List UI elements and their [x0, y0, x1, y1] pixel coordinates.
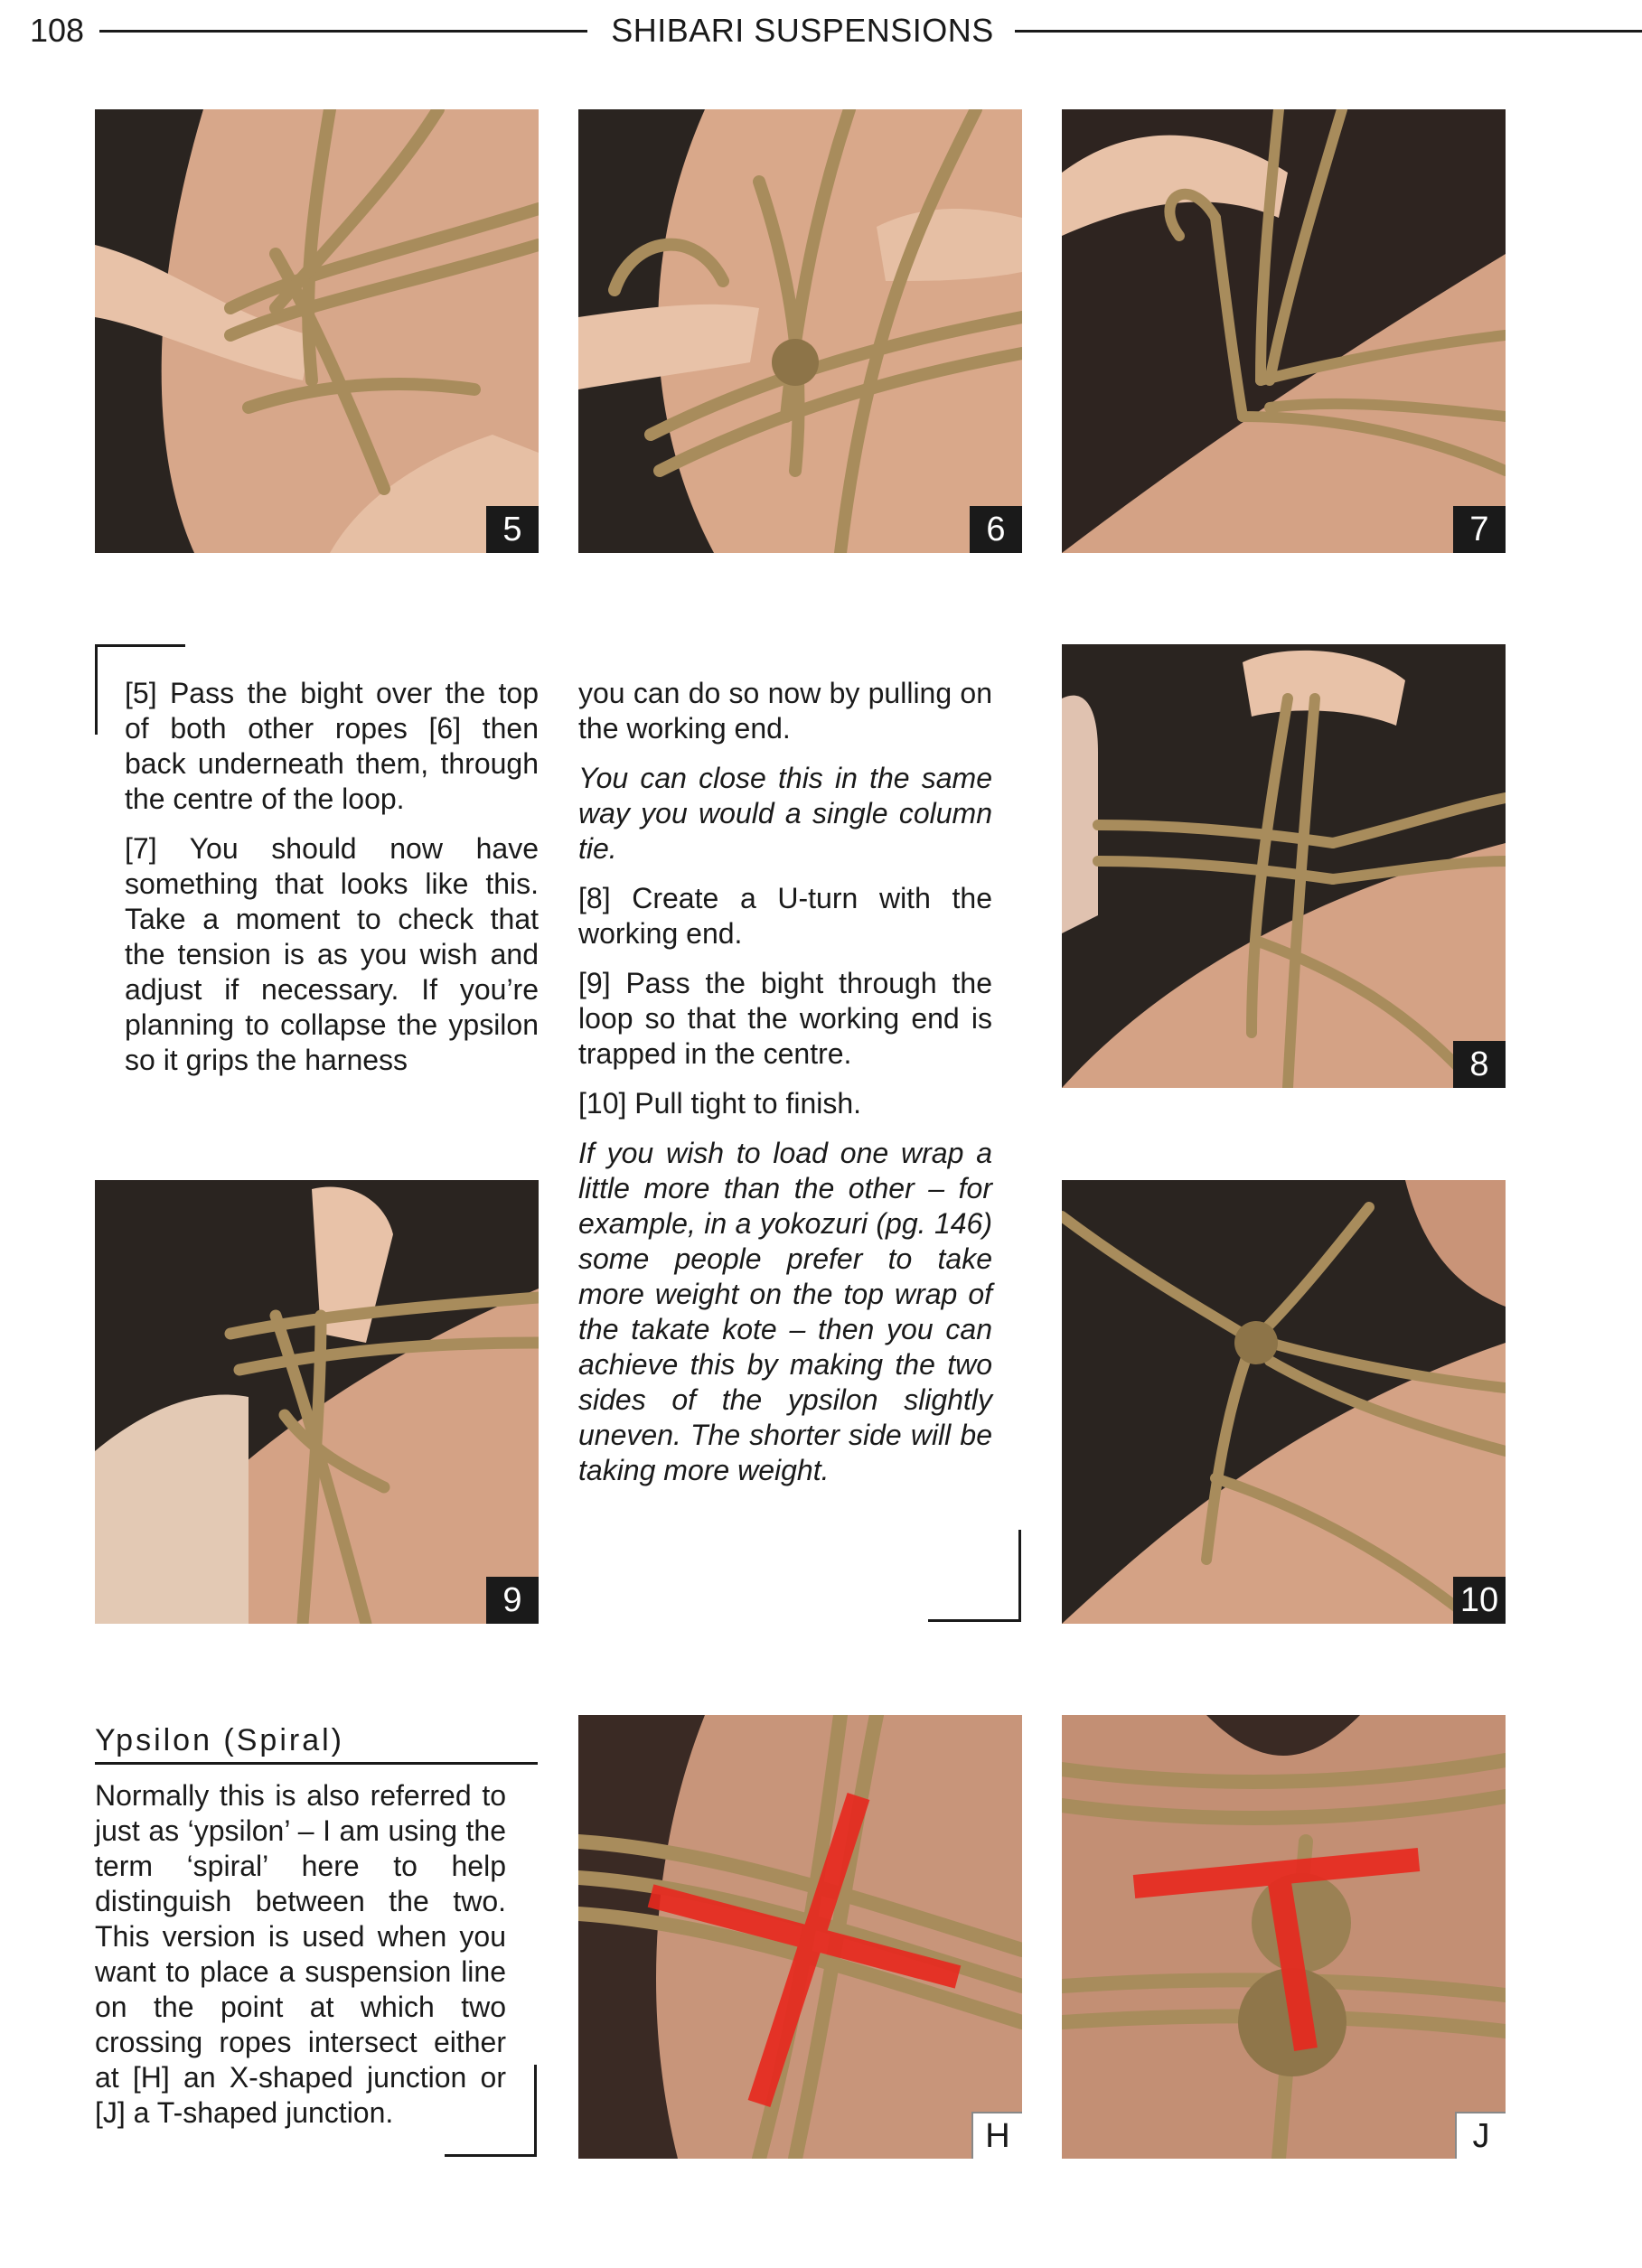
text-column-1 — [125, 676, 539, 1092]
photo-t-junction-j — [1062, 1715, 1506, 2159]
corner-bracket-bottom-right-h — [928, 1619, 1021, 1622]
photo-step-10 — [1062, 1180, 1506, 1624]
text-column-2 — [578, 676, 992, 1503]
paragraph-step-5-6: [5] Pass the bight over the top of both other ropes [6] then back underneath them, through the centre of the loop. — [125, 677, 539, 815]
photo-number-badge: 6 — [970, 506, 1022, 553]
photo-number-badge: 8 — [1453, 1041, 1506, 1088]
photo-step-7 — [1062, 109, 1506, 553]
paragraph-step-9: [9] Pass the bight through the loop so that the working end is trapped in the centre. — [578, 967, 992, 1070]
page-number: 108 — [30, 12, 85, 49]
corner-bracket-bottom-right-v-2 — [534, 2065, 537, 2157]
section-heading: Ypsilon (Spiral) — [95, 1720, 538, 1765]
photo-number-badge: 10 — [1453, 1577, 1506, 1624]
running-title: SHIBARI SUSPENSIONS — [611, 12, 994, 49]
header-rule-left — [99, 30, 587, 33]
photo-x-junction-h — [578, 1715, 1022, 2159]
header-rule-right — [1015, 30, 1642, 33]
photo-step-8 — [1062, 644, 1506, 1088]
corner-bracket-top-left-v — [95, 644, 98, 735]
photo-step-5 — [95, 109, 539, 553]
photo-number-badge: 5 — [486, 506, 539, 553]
photo-step-6 — [578, 109, 1022, 553]
paragraph-uneven-note: If you wish to load one wrap a little more than the other – for example, in a yokozuri (pg. 146) some people prefer to take more weight on the top wrap of the takate kote – then you can achieve this by making the two sides of the ypsilon slightly uneven. The shorter side will be taking more weight. — [578, 1137, 992, 1486]
paragraph-step-8: [8] Create a U-turn with the working end. — [578, 882, 992, 950]
photo-letter-badge: H — [971, 2112, 1022, 2159]
paragraph-close-note: You can close this in the same way you would a single column tie. — [578, 762, 992, 865]
paragraph-ypsilon-spiral: Normally this is also referred to just as ‘ypsilon’ – I am using the term ‘spiral’ here to help distinguish between the two. This version is used when you want to place a suspension line on the point at which two crossing ropes intersect either at [H] an X-shaped junction or [J] a T-shaped junction. — [95, 1779, 506, 2129]
corner-bracket-bottom-right-v — [1018, 1530, 1021, 1622]
paragraph-step-7: [7] You should now have something that looks like this. Take a moment to check that the tension is as you wish and adjust if necessary. If you’re planning to collapse the ypsilon so it grips the harness — [125, 832, 539, 1076]
paragraph-working-end: you can do so now by pulling on the working end. — [578, 677, 992, 745]
photo-number-badge: 9 — [486, 1577, 539, 1624]
corner-bracket-top-left-h — [95, 644, 185, 647]
photo-number-badge: 7 — [1453, 506, 1506, 553]
photo-step-9 — [95, 1180, 539, 1624]
photo-letter-badge: J — [1455, 2112, 1506, 2159]
corner-bracket-bottom-right-h-2 — [445, 2154, 537, 2157]
text-column-3 — [95, 1778, 506, 2145]
paragraph-step-10: [10] Pull tight to finish. — [578, 1087, 862, 1120]
